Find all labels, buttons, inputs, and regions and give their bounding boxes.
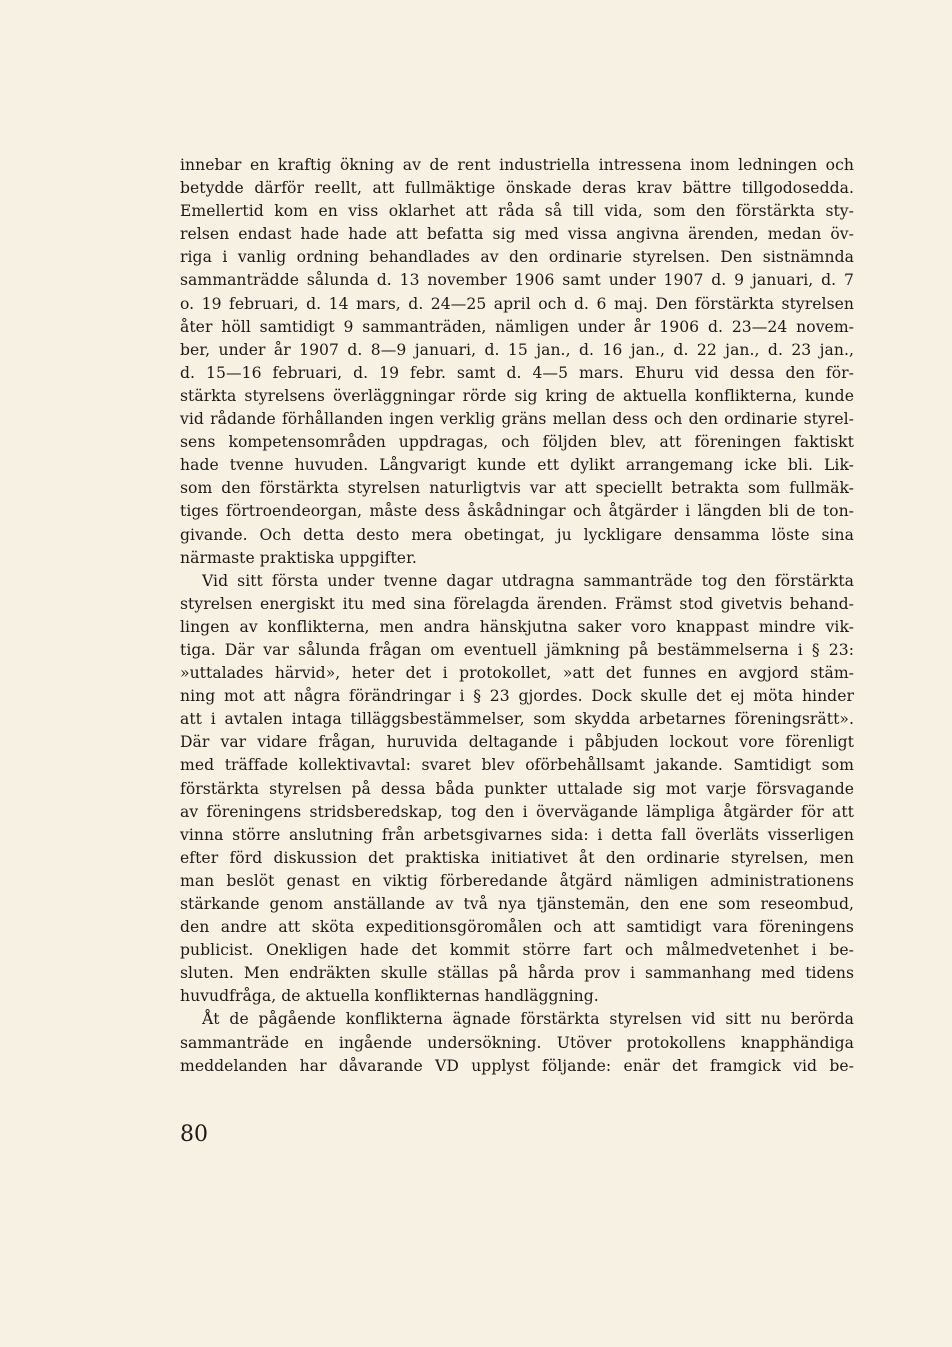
text-line: relsen endast hade hade att befatta sig med vissa angivna ärenden, medan öv- — [180, 225, 854, 244]
text-line: sammanträdde sålunda d. 13 november 1906 samt under 1907 d. 9 januari, d. 7 — [180, 271, 854, 290]
text-line: med träffade kollektivavtal: svaret blev oförbehållsamt jakande. Samtidigt som — [180, 756, 854, 775]
text-line: Emellertid kom en viss oklarhet att råda så till vida, som den förstärkta sty- — [180, 202, 854, 221]
text-line: Där var vidare frågan, huruvida deltagande i påbjuden lockout vore förenligt — [180, 733, 854, 752]
text-line: meddelanden har dåvarande VD upplyst följande: enär det framgick vid be- — [180, 1056, 854, 1075]
text-line: tiga. Där var sålunda frågan om eventuell jämkning på bestämmelserna i § 23: — [180, 640, 854, 659]
text-line: sammanträde en ingående undersökning. Utöver protokollens knapphändiga — [180, 1033, 854, 1052]
text-line: att i avtalen intaga tilläggsbestämmelser, som skydda arbetarnes föreningsrätt». — [180, 710, 854, 729]
paragraph-1 — [180, 154, 854, 570]
text-line: sluten. Men endräkten skulle ställas på hårda prov i sammanhang med tidens — [180, 964, 854, 983]
page-body — [180, 154, 854, 1078]
text-line: huvudfråga, de aktuella konflikternas handläggning. — [180, 987, 599, 1006]
text-line: förstärkta styrelsen på dessa båda punkter uttalade sig mot varje försvagande — [180, 779, 854, 798]
text-line: lingen av konflikterna, men andra hänskjutna saker voro knappast mindre vik- — [180, 617, 854, 636]
text-line: ning mot att några förändringar i § 23 gjordes. Dock skulle det ej möta hinder — [180, 687, 854, 706]
text-line: tiges förtroendeorgan, måste dess åskådningar och åtgärder i längden bli de ton- — [180, 502, 854, 521]
paragraph-2 — [180, 570, 854, 1009]
text-line: givande. Och detta desto mera obetingat, ju lyckligare densamma löste sina — [180, 525, 854, 544]
text-line: »uttalades härvid», heter det i protokollet, »att det funnes en avgjord stäm- — [180, 664, 854, 683]
text-line: man beslöt genast en viktig förberedande åtgärd nämligen administrationens — [180, 871, 854, 890]
text-line: publicist. Onekligen hade det kommit större fart och målmedvetenhet i be- — [180, 941, 854, 960]
page-number: 80 — [180, 1122, 208, 1147]
text-line: närmaste praktiska uppgifter. — [180, 548, 417, 567]
text-line: den andre att sköta expeditionsgöromålen och att samtidigt vara föreningens — [180, 918, 854, 937]
text-line: efter förd diskussion det praktiska initiativet åt den ordinarie styrelsen, men — [180, 848, 854, 867]
text-line: som den förstärkta styrelsen naturligtvis var att speciellt betrakta som fullmäk- — [180, 479, 854, 498]
text-line: Åt de pågående konflikterna ägnade förstärkta styrelsen vid sitt nu berörda — [202, 1010, 854, 1029]
text-line: vid rådande förhållanden ingen verklig gräns mellan dess och den ordinarie styrel- — [180, 410, 854, 429]
text-line: innebar en kraftig ökning av de rent industriella intressena inom ledningen och — [180, 156, 854, 174]
text-line: d. 15—16 februari, d. 19 febr. samt d. 4—5 mars. Ehuru vid dessa den för- — [180, 363, 854, 382]
text-line: hade tvenne huvuden. Långvarigt kunde ett dylikt arrangemang icke bli. Lik- — [180, 456, 854, 475]
text-line: stärkta styrelsens överläggningar rörde sig kring de aktuella konflikterna, kunde — [180, 386, 854, 405]
text-line: stärkande genom anställande av två nya tjänstemän, den ene som reseombud, — [180, 895, 854, 913]
text-line: betydde därför reellt, att fullmäktige önskade deras krav bättre tillgodosedda. — [180, 179, 854, 198]
text-line: av föreningens stridsberedskap, tog den i övervägande lämpliga åtgärder för att — [180, 802, 854, 821]
text-line: Vid sitt första under tvenne dagar utdragna sammanträde tog den förstärkta — [202, 571, 854, 590]
text-line: åter höll samtidigt 9 sammanträden, nämligen under år 1906 d. 23—24 novem- — [180, 317, 854, 336]
text-line: sens kompetensområden uppdragas, och följden blev, att föreningen faktiskt — [180, 433, 854, 452]
text-line: o. 19 februari, d. 14 mars, d. 24—25 april och d. 6 maj. Den förstärkta styrelsen — [180, 294, 854, 313]
text-line: riga i vanlig ordning behandlades av den ordinarie styrelsen. Den sistnämnda — [180, 248, 854, 267]
text-line: ber, under år 1907 d. 8—9 januari, d. 15 jan., d. 16 jan., d. 22 jan., d. 23 jan., — [180, 340, 854, 359]
text-line: vinna större anslutning från arbetsgivarnes sida: i detta fall överläts visserligen — [180, 825, 854, 844]
text-line: styrelsen energiskt itu med sina förelagda ärenden. Främst stod givetvis behand- — [180, 594, 854, 613]
paragraph-3 — [180, 1008, 854, 1077]
